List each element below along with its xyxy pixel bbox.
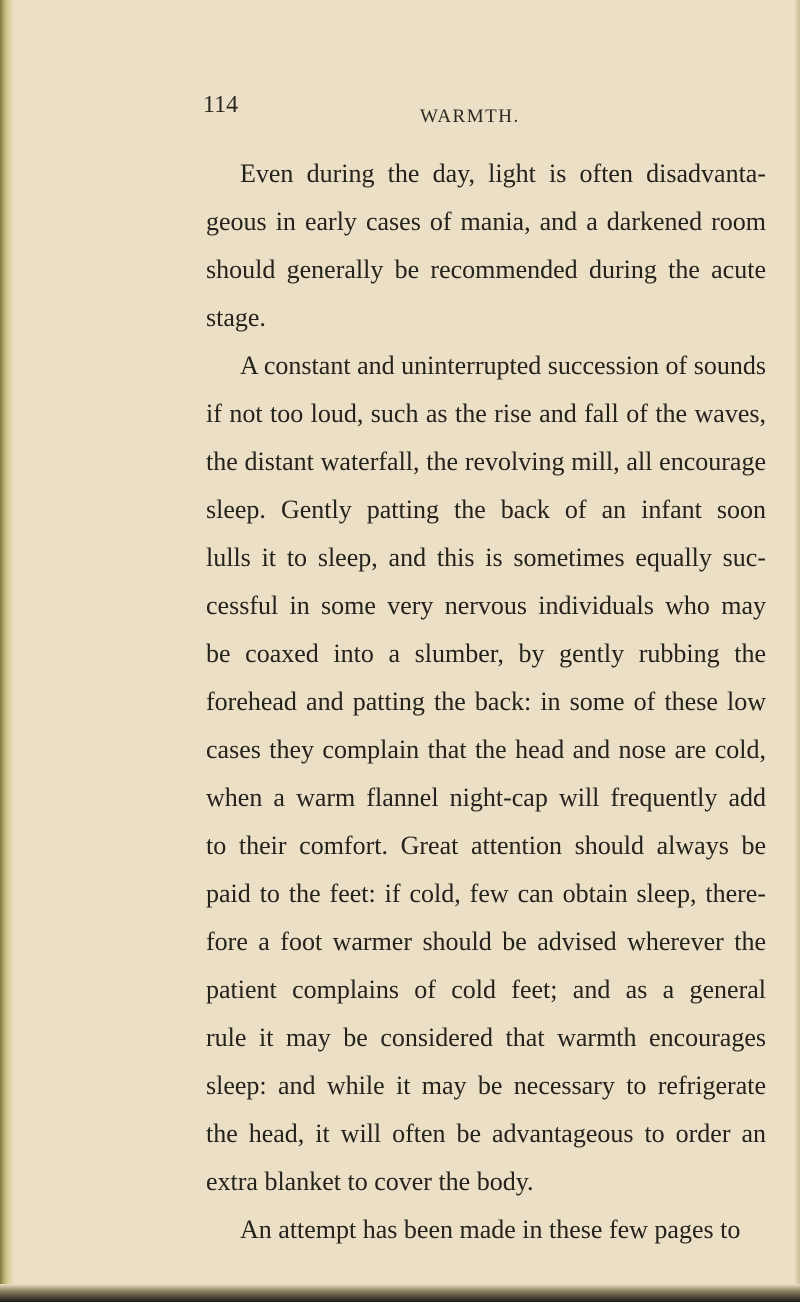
page-bottom-edge xyxy=(0,1284,800,1302)
text-line: paid to the feet: if cold, few can obtain sleep, there- xyxy=(206,879,766,908)
text-line: should generally be recommended during the acute xyxy=(206,255,766,284)
text-line: A constant and uninterrupted succession of sounds xyxy=(240,351,766,380)
body-text xyxy=(206,150,766,1254)
text-line: rule it may be considered that warmth encourages xyxy=(206,1023,766,1052)
text-line: sleep: and while it may be necessary to refrigerate xyxy=(206,1071,766,1100)
text-line: to their comfort. Great attention should always be xyxy=(206,831,766,860)
text-line: cessful in some very nervous individuals who may xyxy=(206,591,766,620)
text-line: if not too loud, such as the rise and fall of the waves, xyxy=(206,399,766,428)
text-line: Even during the day, light is often disadvanta- xyxy=(240,159,766,188)
text-line: lulls it to sleep, and this is sometimes equally suc- xyxy=(206,543,766,572)
text-line: An attempt has been made in these few pages to xyxy=(240,1215,741,1244)
text-line: sleep. Gently patting the back of an infant soon xyxy=(206,495,766,524)
text-line: the head, it will often be advantageous to order an xyxy=(206,1119,766,1148)
text-line: patient complains of cold feet; and as a general xyxy=(206,975,766,1004)
text-line: be coaxed into a slumber, by gently rubbing the xyxy=(206,639,766,668)
page-right-edge xyxy=(794,0,800,1302)
running-head: WARMTH. xyxy=(420,106,520,127)
text-line: extra blanket to cover the body. xyxy=(206,1167,534,1196)
text-line: when a warm flannel night-cap will frequently add xyxy=(206,783,766,812)
page-number: 114 xyxy=(203,92,239,118)
text-line: cases they complain that the head and nose are cold, xyxy=(206,735,766,764)
page-binding-edge xyxy=(0,0,14,1302)
text-line: fore a foot warmer should be advised wherever the xyxy=(206,927,766,956)
text-line: geous in early cases of mania, and a darkened room xyxy=(206,207,766,236)
text-line: the distant waterfall, the revolving mill, all encourage xyxy=(206,447,766,476)
text-line: forehead and patting the back: in some of these low xyxy=(206,687,766,716)
text-line: stage. xyxy=(206,303,266,332)
